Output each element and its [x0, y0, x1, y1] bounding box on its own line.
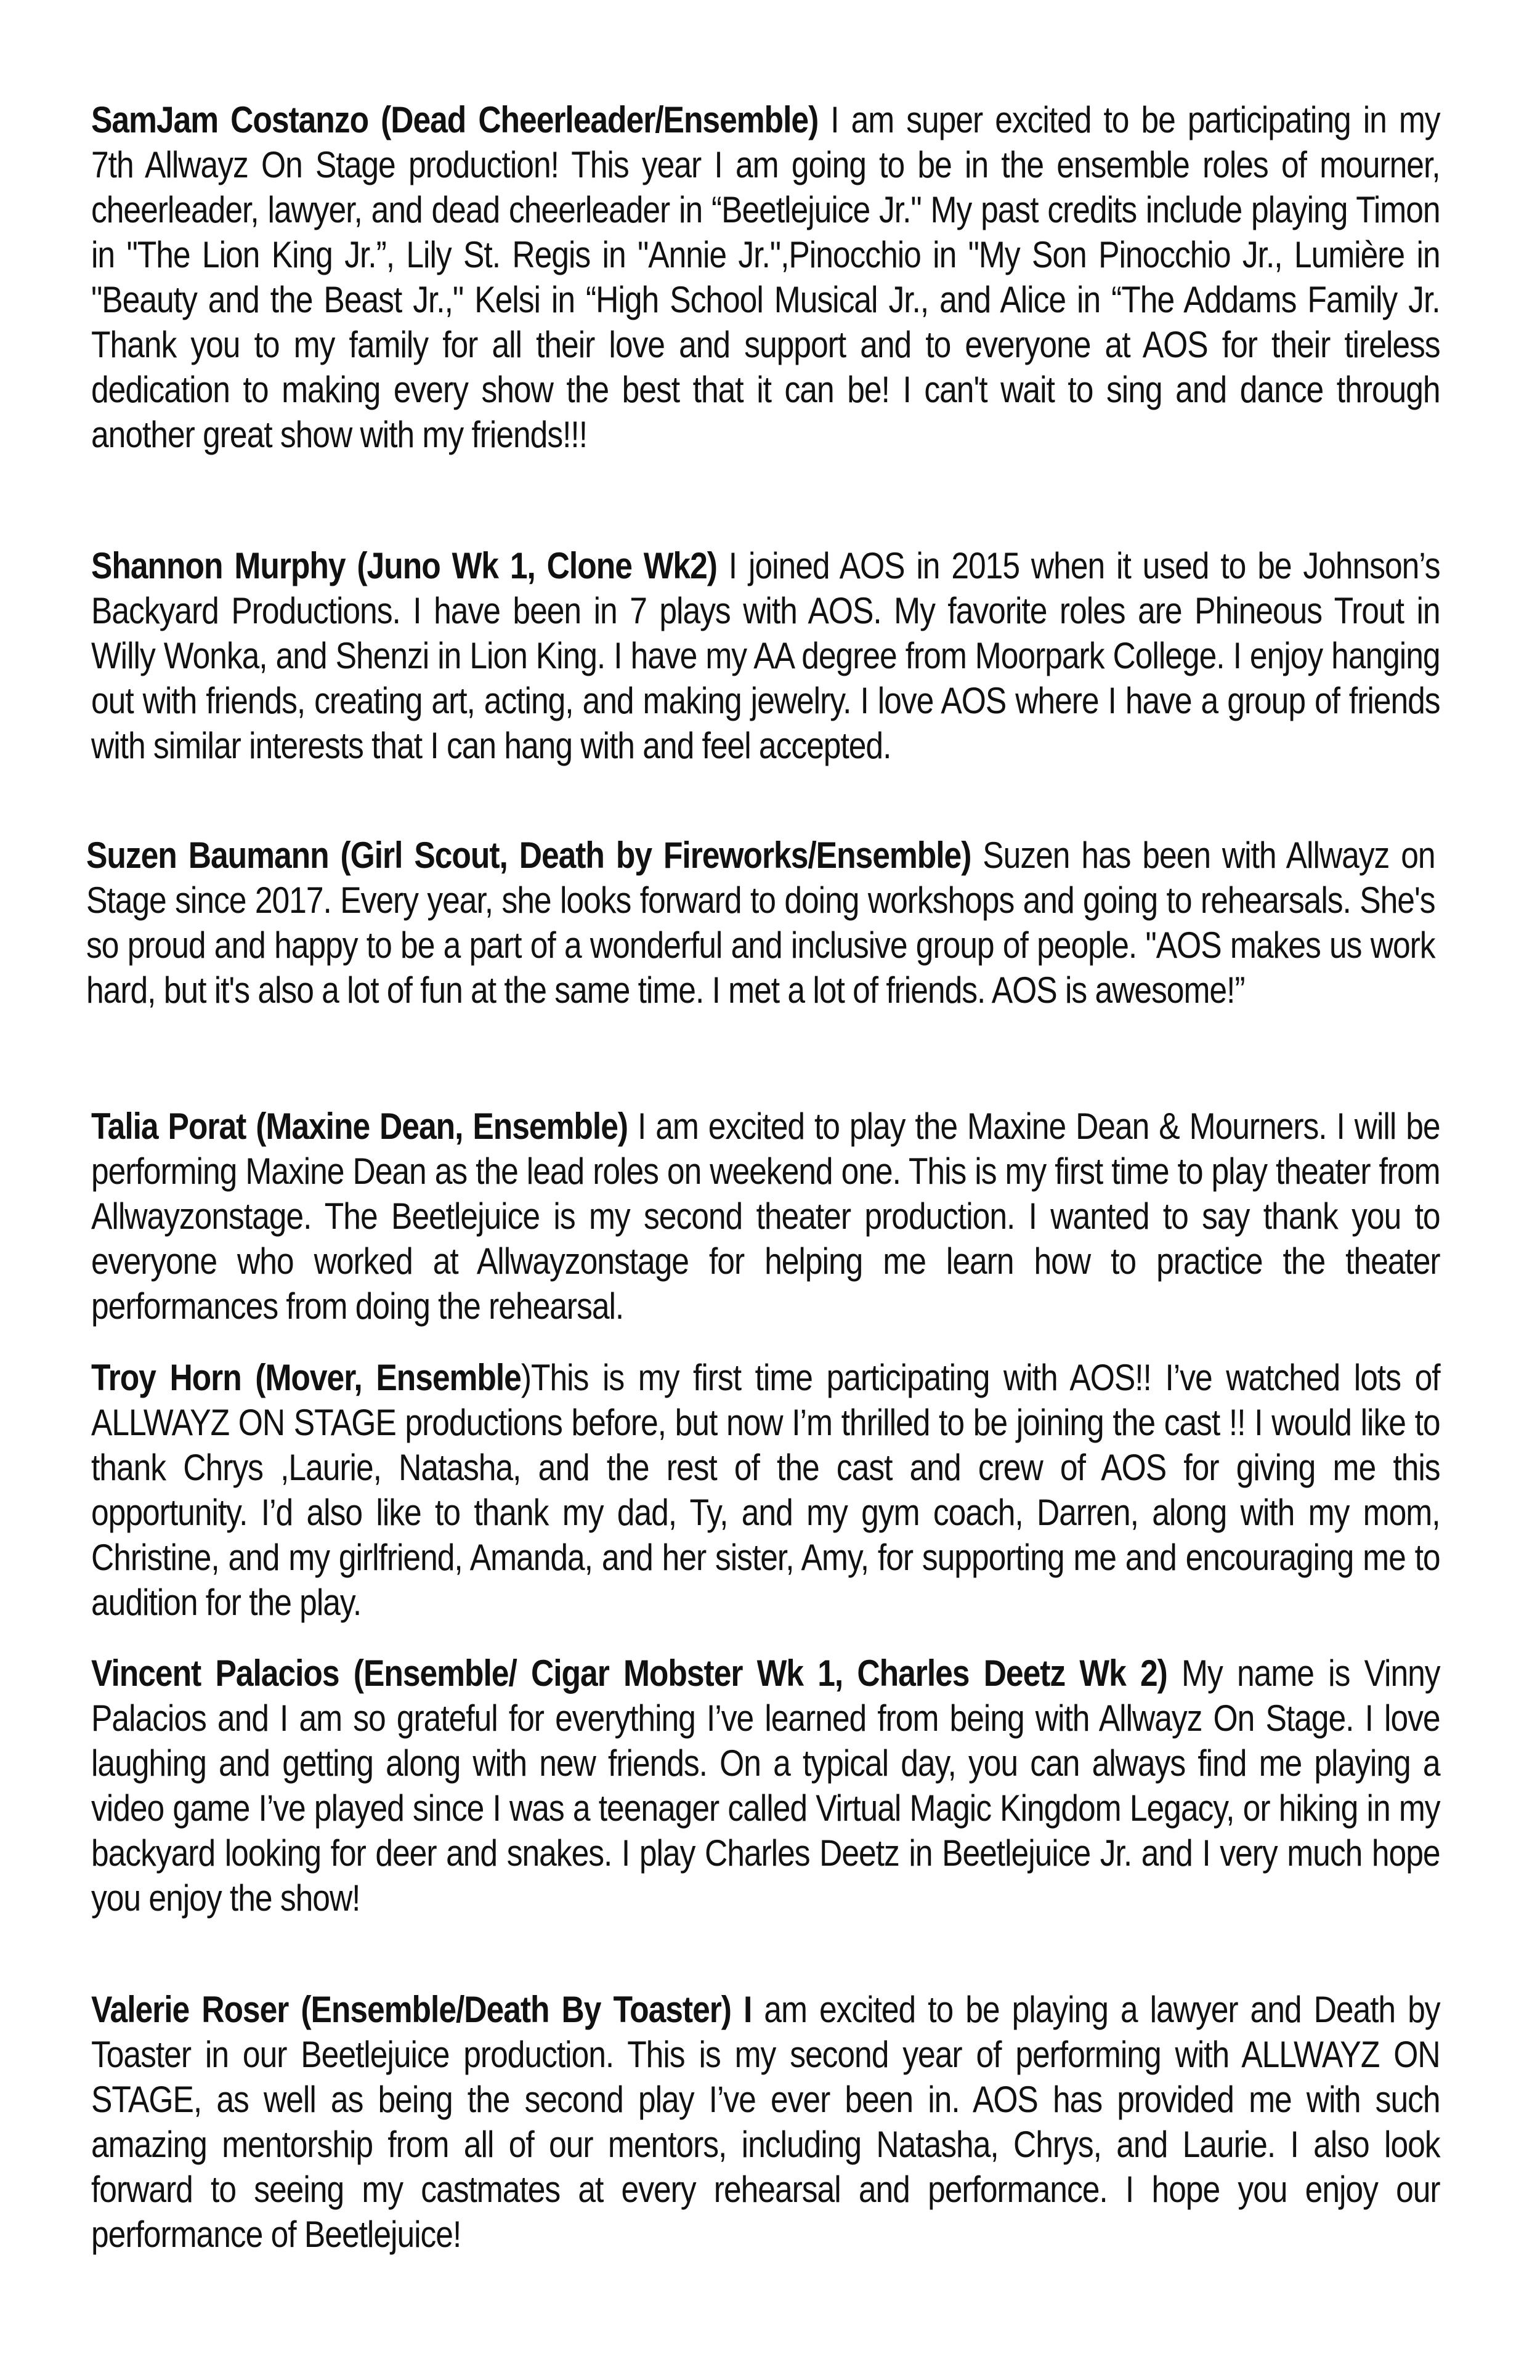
- cast-bio: [91, 1987, 1440, 2257]
- cast-bio-text: I joined AOS in 2015 when it used to be Johnson’s Backyard Productions. I have been in 7 plays with AOS. My favorite roles are Phineous Trout in Willy Wonka, and Shenzi in Lion King. I have my AA degree from Moorpark College. I enjoy hanging out with friends, creating art, acting, and making jewelry. I love AOS where I have a group of friends with similar interests that I can hang with and feel accepted.: [91, 545, 1440, 766]
- cast-bio-text: My name is Vinny Palacios and I am so grateful for everything I’ve learned from being with Allwayz On Stage. I love laughing and getting along with new friends. On a typical day, you can always find me playing a video game I’ve played since I was a teenager called Virtual Magic Kingdom Legacy, or hiking in my backyard looking for deer and snakes. I play Charles Deetz in Beetlejuice Jr. and I very much hope you enjoy the show!: [91, 1653, 1440, 1919]
- cast-member-name: Talia Porat (Maxine Dean, Ensemble): [91, 1106, 628, 1147]
- cast-bio: [91, 543, 1440, 768]
- cast-member-name: Shannon Murphy (Juno Wk 1, Clone Wk2): [91, 545, 717, 586]
- cast-bio: [91, 97, 1440, 457]
- cast-bio: [91, 1651, 1440, 1921]
- cast-bio-text: )This is my first time participating with AOS!! I’ve watched lots of ALLWAYZ ON STAGE productions before, but now I’m thrilled to be joining the cast !! I would like to thank Chrys ,Laurie, Natasha, and the rest of the cast and crew of AOS for giving me this opportunity. I’d also like to thank my dad, Ty, and my gym coach, Darren, along with my mom, Christine, and my girlfriend, Amanda, and her sister, Amy, for supporting me and encouraging me to audition for the play.: [91, 1357, 1440, 1623]
- cast-bio-text: Suzen has been with Allwayz on Stage since 2017. Every year, she looks forward to doing workshops and going to rehearsals. She's so proud and happy to be a part of a wonderful and inclusive group of people. "AOS makes us work hard, but it's also a lot of fun at the same time. I met a lot of friends. AOS is awesome!”: [86, 835, 1435, 1011]
- cast-bio: [91, 1104, 1440, 1329]
- cast-member-name: Suzen Baumann (Girl Scout, Death by Fireworks/Ensemble): [86, 835, 971, 876]
- cast-bio: [91, 1355, 1440, 1625]
- cast-member-name: Vincent Palacios (Ensemble/ Cigar Mobster Wk 1, Charles Deetz Wk 2): [91, 1653, 1167, 1694]
- cast-bio-text: am excited to be playing a lawyer and Death by Toaster in our Beetlejuice production. This is my second year of performing with ALLWAYZ ON STAGE, as well as being the second play I’ve ever been in. AOS has provided me with such amazing mentorship from all of our mentors, including Natasha, Chrys, and Laurie. I also look forward to seeing my castmates at every rehearsal and performance. I hope you enjoy our performance of Beetlejuice!: [91, 1989, 1440, 2255]
- cast-bio-text: I am super excited to be participating in my 7th Allwayz On Stage production! This year I am going to be in the ensemble roles of mourner, cheerleader, lawyer, and dead cheerleader in “Beetlejuice Jr." My past credits include playing Timon in "The Lion King Jr.”, Lily St. Regis in "Annie Jr.",Pinocchio in "My Son Pinocchio Jr., Lumière in "Beauty and the Beast Jr.," Kelsi in “High School Musical Jr., and Alice in “The Addams Family Jr. Thank you to my family for all their love and support and to everyone at AOS for their tireless dedication to making every show the best that it can be! I can't wait to sing and dance through another great show with my friends!!!: [91, 99, 1440, 455]
- cast-member-name: Valerie Roser (Ensemble/Death By Toaster) I: [91, 1989, 752, 2030]
- cast-bio: [86, 833, 1435, 1013]
- cast-bio-text: I am excited to play the Maxine Dean & Mourners. I will be performing Maxine Dean as the lead roles on weekend one. This is my first time to play theater from Allwayzonstage. The Beetlejuice is my second theater production. I wanted to say thank you to everyone who worked at Allwayzonstage for helping me learn how to practice the theater performances from doing the rehearsal.: [91, 1106, 1440, 1327]
- cast-member-name: SamJam Costanzo (Dead Cheerleader/Ensemble): [91, 99, 819, 140]
- cast-member-name: Troy Horn (Mover, Ensemble: [91, 1357, 521, 1398]
